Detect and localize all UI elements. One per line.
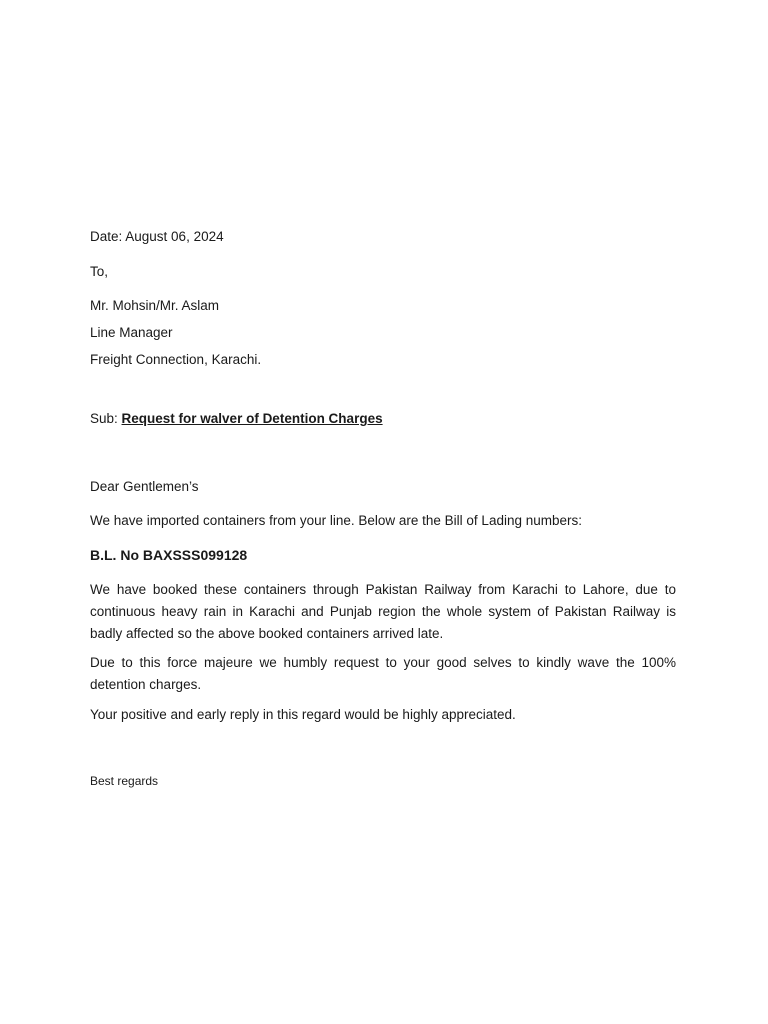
letter-to: To, <box>90 264 109 279</box>
recipient-title: Line Manager <box>90 325 173 340</box>
subject-title: Request for walver of Detention Charges <box>121 411 383 426</box>
bill-of-lading-number: B.L. No BAXSSS099128 <box>90 547 248 563</box>
letter-date: Date: August 06, 2024 <box>90 229 224 244</box>
closing: Best regards <box>90 774 159 788</box>
body-paragraph-3: Your positive and early reply in this regard would be highly appreciated. <box>90 707 516 722</box>
subject-prefix: Sub: <box>90 411 122 426</box>
recipient-name: Mr. Mohsin/Mr. Aslam <box>90 298 220 313</box>
salutation: Dear Gentlemen’s <box>90 479 199 494</box>
intro-text: We have imported containers from your line. Below are the Bill of Lading numbers: <box>90 513 582 528</box>
subject-line <box>90 410 383 428</box>
body-paragraph-1: We have booked these containers through Pakistan Railway from Karachi to Lahore, due to continuous heavy rain in Karachi and Punjab region the whole system of Pakistan Railway is badly affected so the above booked containers arrived late. <box>90 582 676 641</box>
recipient-organization: Freight Connection, Karachi. <box>90 352 262 367</box>
body-paragraph-2: Due to this force majeure we humbly request to your good selves to kindly wave the 100% detention charges. <box>90 655 676 692</box>
